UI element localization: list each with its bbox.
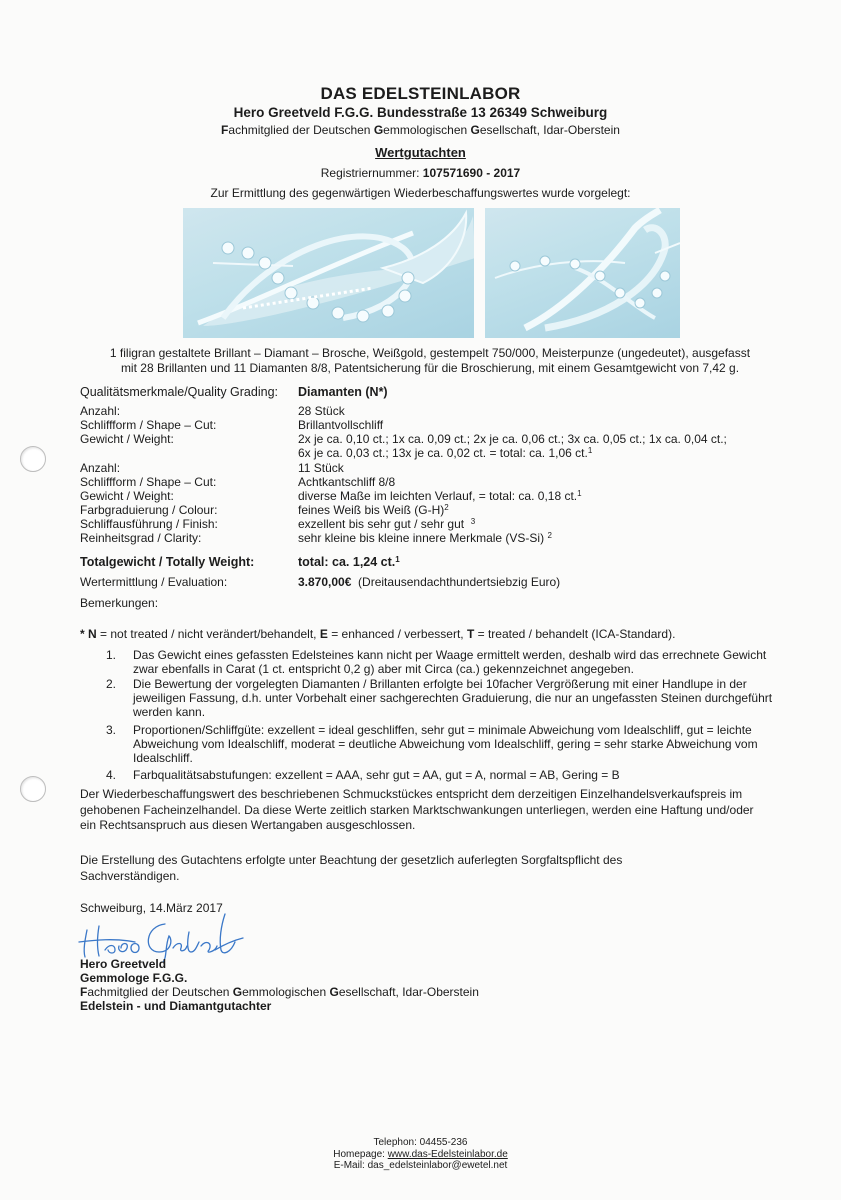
grading-value: 28 Stück xyxy=(298,404,345,418)
signer-name: Hero Greetveld xyxy=(80,957,167,971)
grading-label: Farbgraduierung / Colour: xyxy=(80,503,218,517)
description-line: mit 28 Brillanten und 11 Diamanten 8/8, Patentsicherung für die Broschierung, mit einem Gesamtgewicht von 7,42 g. xyxy=(120,360,740,375)
evaluation-label: Wertermittlung / Evaluation: xyxy=(80,575,228,589)
lab-address: Hero Greetveld F.G.G. Bundesstraße 13 26349 Schweiburg xyxy=(233,105,608,120)
treatment-legend: * N = not treated / nicht verändert/behandelt, E = enhanced / verbessert, T = treated / behandelt (ICA-Standard). xyxy=(80,627,676,641)
grading-value: 2x je ca. 0,10 ct.; 1x ca. 0,09 ct.; 2x je ca. 0,06 ct.; 3x ca. 0,05 ct.; 1x ca. 0,04 ct.; xyxy=(298,432,727,446)
grading-label: Anzahl: xyxy=(80,461,121,475)
grading-label: Schliffform / Shape – Cut: xyxy=(80,418,217,432)
grading-label: Anzahl: xyxy=(80,404,121,418)
grading-header-label: Qualitätsmerkmale/Quality Grading: xyxy=(80,385,278,399)
handwritten-signature xyxy=(75,912,245,962)
grading-value: diverse Maße im leichten Verlauf, = total: ca. 0,18 ct.$^1$ xyxy=(298,489,582,503)
grading-value: Achtkantschliff 8/8 xyxy=(298,475,396,489)
evaluation-value xyxy=(298,576,560,590)
signer-block xyxy=(80,957,479,1013)
replacement-value-disclaimer: Der Wiederbeschaffungswert des beschriebenen Schmuckstückes entspricht dem derzeitigen Einzelhandelsverkaufspreis im gehobenen Facheinzelhandel. Da diese Werte zeitlich starken Marktschwankungen unterliegen, werden eine Haftung und/oder ein Rechtsanspruch aus diesen Wertangaben ausgeschlossen. xyxy=(80,787,754,832)
evaluation-amount: 3.870,00€ xyxy=(298,575,352,589)
footnote-text: Die Bewertung der vorgelegten Diamanten / Brillanten erfolgte bei 10facher Vergrößerung mit einer Handlupe in der jeweiligen Fassung, d.h. unter Vorbehalt einer sachgerechten Graduierung, die nur an ungefassten Steinen durchgeführt werden kann. xyxy=(133,677,773,719)
lab-name: DAS EDELSTEINLABOR xyxy=(320,84,521,103)
footnote-text: Proportionen/Schliffgüte: exzellent = ideal geschliffen, sehr gut = minimale Abweichung vom Idealschliff, gut = leichte Abweichung vom Idealschliff, moderat = deutliche Abweichung vom Idealschliff, gering = sehr starke Abweichung vom Idealschliff. xyxy=(133,723,758,765)
grading-value: Brillantvollschliff xyxy=(298,418,384,432)
signer-title: Gemmologe F.G.G. xyxy=(80,971,188,985)
footnote-text: Das Gewicht eines gefassten Edelsteines kann nicht per Waage ermittelt werden, deshalb wird das errechnete Gewicht zwar ebenfalls in Carat (1 ct. entspricht 0,2 g) aber mit Circa (ca.) gekennzeichnet angegeben. xyxy=(133,648,767,676)
grading-value: feines Weiß bis Weiß $(G-H)^2$ xyxy=(298,503,449,517)
place-date: Schweiburg, 14.März 2017 xyxy=(80,901,223,915)
signer-role: Edelstein - und Diamantgutachter xyxy=(80,999,272,1013)
grading-value: 6x je ca. 0,03 ct.; 13x je ca. 0,02 ct. = total: ca. 1,06 ct.$^1$ xyxy=(298,446,593,460)
evaluation-words: (Dreitausendachthundertsiebzig Euro) xyxy=(351,575,561,589)
punch-hole xyxy=(20,776,46,802)
intro-text: Zur Ermittlung des gegenwärtigen Wiederbeschaffungswertes wurde vorgelegt: xyxy=(210,186,631,200)
total-weight-value: total: ca. 1,24 ct.$^1$ xyxy=(298,555,400,569)
footnote-number: 1. xyxy=(106,648,117,662)
homepage: Homepage: www.das-Edelsteinlabor.de xyxy=(333,1148,508,1160)
contact-footer xyxy=(0,1137,841,1172)
signer-membership: Fachmitglied der Deutschen Gemmologischen Gesellschaft, Idar-Oberstein xyxy=(80,985,479,999)
grading-label: Gewicht / Weight: xyxy=(80,489,174,503)
grading-label: Schliffausführung / Finish: xyxy=(80,517,218,531)
footnote-number: 4. xyxy=(106,768,117,782)
total-weight-label: Totalgewicht / Totally Weight: xyxy=(80,555,255,569)
grading-value: sehr kleine bis kleine innere Merkmale (VS-Si) $^2$ xyxy=(298,531,552,545)
brooch-photo-2 xyxy=(485,208,680,338)
grading-header-value: Diamanten (N*) xyxy=(298,385,388,399)
email-address: E-Mail: das_edelsteinlabor@ewetel.net xyxy=(333,1160,508,1171)
grading-label: Schliffform / Shape – Cut: xyxy=(80,475,217,489)
grading-value: exzellent bis sehr gut / sehr gut $^3$ xyxy=(298,517,476,531)
footnote-number: 2. xyxy=(106,677,117,691)
punch-hole xyxy=(20,446,46,472)
grading-value: 11 Stück xyxy=(298,461,344,475)
brooch-photo-1 xyxy=(183,208,474,338)
footnote-text: Farbqualitätsabstufungen: exzellent = AAA, sehr gut = AA, gut = A, normal = AB, Gering = B xyxy=(133,768,620,782)
homepage-link[interactable]: www.das-Edelsteinlabor.de xyxy=(387,1148,508,1160)
item-description xyxy=(80,346,780,375)
grading-label: Gewicht / Weight: xyxy=(80,432,174,446)
diligence-statement: Die Erstellung des Gutachtens erfolgte unter Beachtung der gesetzlich auferlegten Sorgfaltspflicht des Sachverständigen. xyxy=(80,853,623,883)
footnote-number: 3. xyxy=(106,723,117,737)
registration-number: Registriernummer: 107571690 - 2017 xyxy=(320,166,521,180)
phone-number: Telephon: 04455-236 xyxy=(373,1137,468,1148)
remarks-label: Bemerkungen: xyxy=(80,596,159,610)
description-line: 1 filigran gestaltete Brillant – Diamant – Brosche, Weißgold, gestempelt 750/000, Meisterpunze (ungedeutet), ausgefasst xyxy=(109,346,751,360)
grading-label: Reinheitsgrad / Clarity: xyxy=(80,531,202,545)
document-title: Wertgutachten xyxy=(375,145,466,160)
lab-membership: Fachmitglied der Deutschen Gemmologischen Gesellschaft, Idar-Oberstein xyxy=(221,123,620,137)
